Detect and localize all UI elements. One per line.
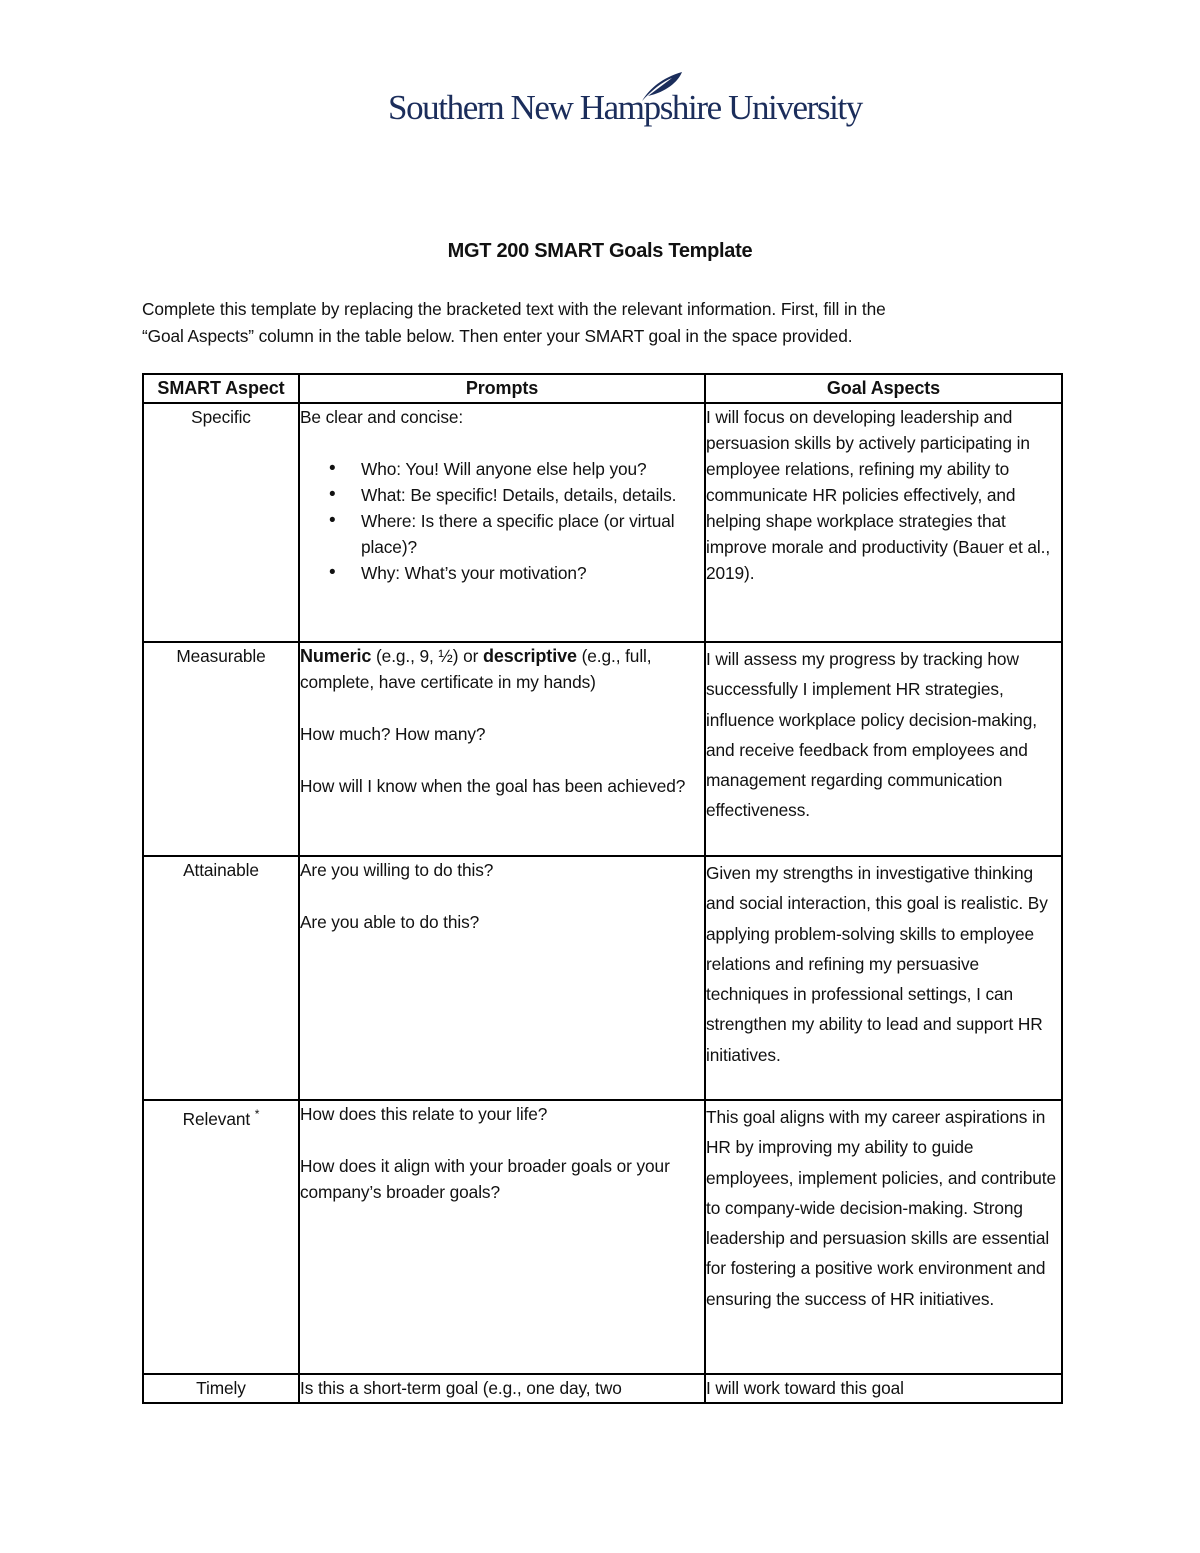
- prompt-specific: [299, 403, 705, 642]
- prompt-attainable-2: Are you able to do this?: [300, 912, 480, 932]
- prompt-attainable-1: Are you willing to do this?: [300, 860, 494, 880]
- prompt-relevant: [299, 1100, 705, 1374]
- instructions-line-1: Complete this template by replacing the bracketed text with the relevant information. First, fill in the: [142, 299, 886, 319]
- prompt-relevant-1: How does this relate to your life?: [300, 1104, 548, 1124]
- goal-attainable[interactable]: Given my strengths in investigative thinking and social interaction, this goal is realistic. By applying problem-solving skills to employee relations and refining my persuasive techniques in professional settings, I can strengthen my ability to lead and support HR initiatives.: [705, 856, 1062, 1100]
- document-title: MGT 200 SMART Goals Template: [447, 240, 753, 262]
- asterisk-mark: *: [254, 1107, 260, 1121]
- numeric-example: (e.g., 9, ½) or: [371, 646, 483, 666]
- aspect-measurable: Measurable: [143, 642, 299, 856]
- list-item: • Why: What’s your motivation?: [361, 560, 704, 586]
- aspect-attainable: Attainable: [143, 856, 299, 1100]
- row-specific: [143, 403, 1062, 642]
- row-measurable: [143, 642, 1062, 856]
- goal-relevant[interactable]: This goal aligns with my career aspirations in HR by improving my ability to guide employees, implement policies, and contribute to company-wide decision-making. Strong leadership and persuasion skills are essential for fostering a positive work environment and ensuring the success of HR initiatives.: [705, 1100, 1062, 1374]
- row-timely: [143, 1374, 1062, 1403]
- table-header-row: [143, 374, 1062, 403]
- goal-measurable[interactable]: I will assess my progress by tracking how successfully I implement HR strategies, influence workplace policy decision-making, and receive feedback from employees and management regarding communication effectiveness.: [705, 642, 1062, 856]
- goal-timely[interactable]: I will work toward this goal: [705, 1374, 1062, 1403]
- university-logo: [388, 70, 862, 136]
- prompt-measurable-3: How will I know when the goal has been achieved?: [300, 776, 686, 796]
- numeric-term: Numeric: [300, 646, 372, 666]
- instructions-paragraph: [142, 296, 1082, 350]
- prompt-attainable: [299, 856, 705, 1100]
- prompt-measurable: [299, 642, 705, 856]
- list-item: • What: Be specific! Details, details, details.: [361, 482, 704, 508]
- goal-specific[interactable]: I will focus on developing leadership and persuasion skills by actively participating in employee relations, refining my ability to communicate HR policies effectively, and helping shape workplace strategies that improve morale and productivity (Bauer et al., 2019).: [705, 403, 1062, 642]
- descriptive-term: descriptive: [482, 646, 577, 666]
- row-attainable: [143, 856, 1062, 1100]
- prompt-measurable-2: How much? How many?: [300, 724, 486, 744]
- prompt-specific-intro: Be clear and concise:: [300, 407, 464, 427]
- header-prompts: Prompts: [299, 374, 705, 403]
- aspect-timely: Timely: [143, 1374, 299, 1403]
- prompt-measurable-1: [300, 643, 704, 695]
- header-smart-aspect: SMART Aspect: [143, 374, 299, 403]
- smart-goals-table: [142, 373, 1063, 1404]
- prompt-specific-list: [300, 456, 704, 586]
- row-relevant: [143, 1100, 1062, 1374]
- descriptive-example: (e.g., full, complete, have certificate in my hands): [300, 646, 652, 692]
- aspect-relevant-label: Relevant: [182, 1108, 251, 1129]
- prompt-timely: Is this a short-term goal (e.g., one day, two: [299, 1374, 705, 1403]
- aspect-relevant: [143, 1100, 299, 1374]
- aspect-specific: Specific: [143, 403, 299, 642]
- list-item: • Where: Is there a specific place (or virtual place)?: [361, 508, 704, 560]
- prompt-relevant-2: How does it align with your broader goals or your company’s broader goals?: [300, 1156, 670, 1202]
- logo-text: Southern New Hampshire University: [388, 88, 862, 127]
- instructions-line-2: “Goal Aspects” column in the table below. Then enter your SMART goal in the space provided.: [142, 326, 853, 346]
- header-goal-aspects: Goal Aspects: [705, 374, 1062, 403]
- list-item: • Who: You! Will anyone else help you?: [361, 456, 704, 482]
